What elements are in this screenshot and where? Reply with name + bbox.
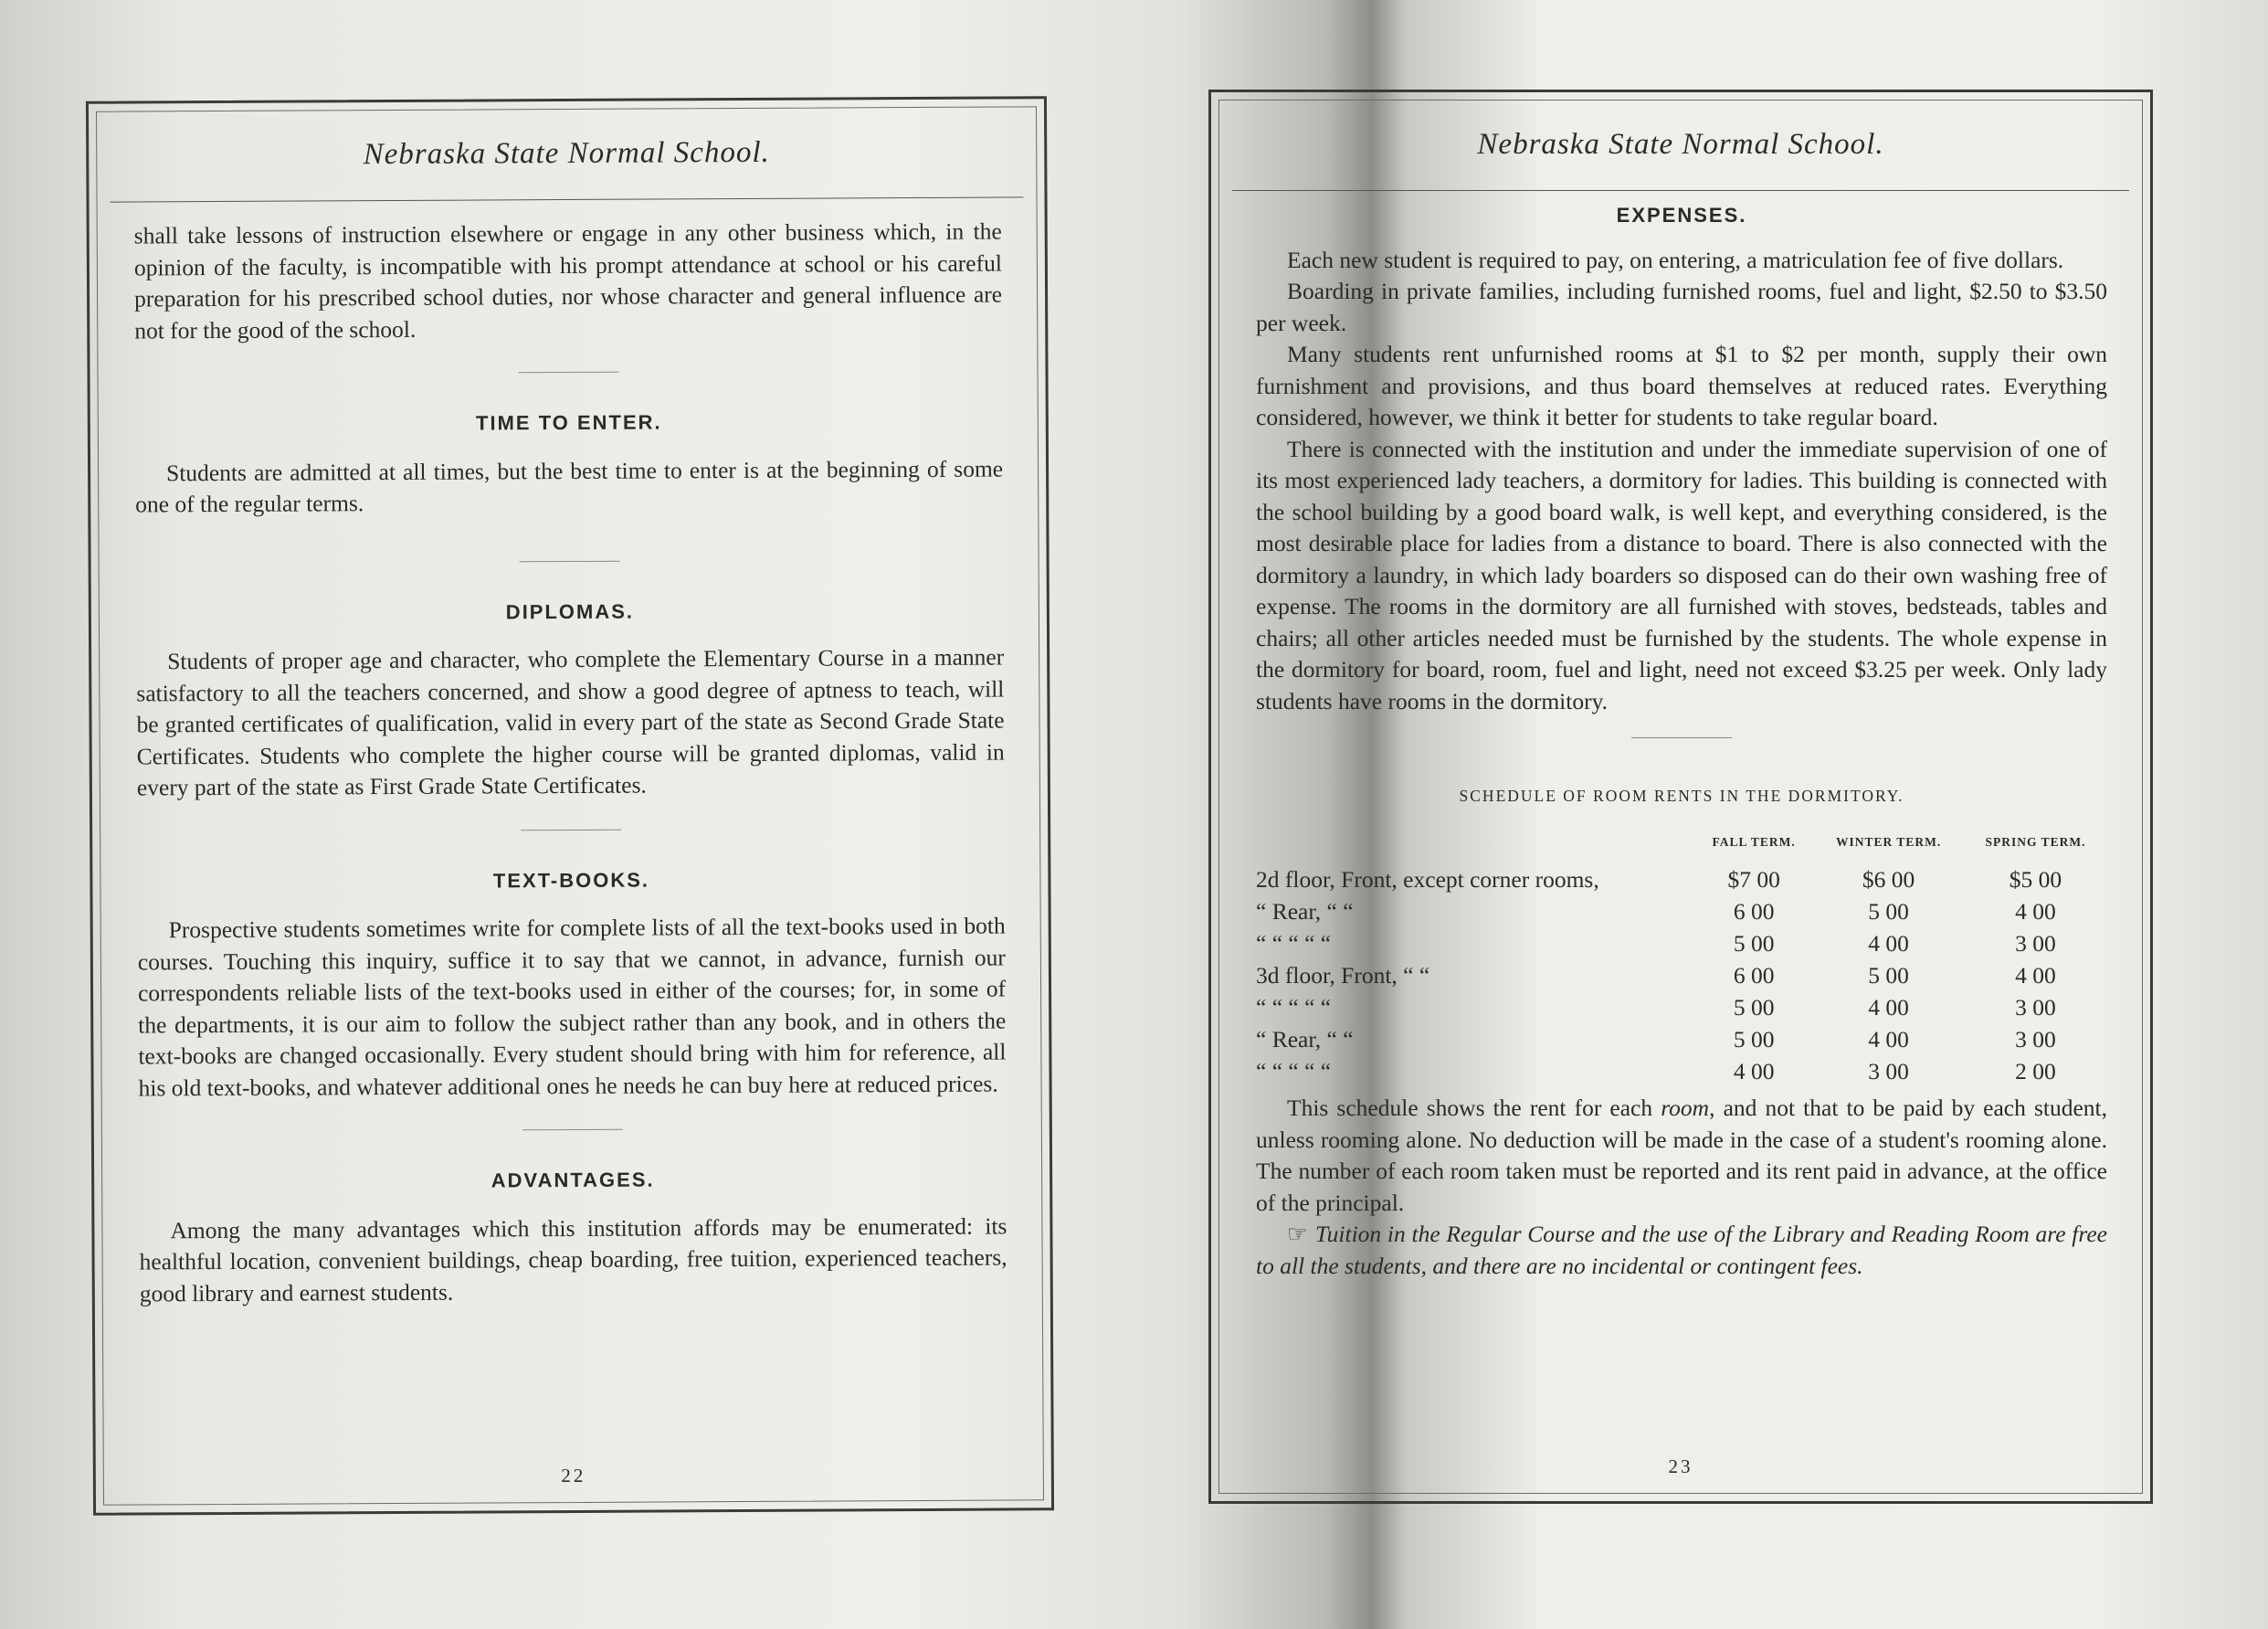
schedule-row-label: “ “ “ “ “ <box>1256 994 1332 1021</box>
schedule-cell-spring: 3 00 <box>2015 930 2056 957</box>
schedule-row-label: “ Rear, “ “ <box>1256 898 1354 925</box>
schedule-cell-fall: $7 00 <box>1727 866 1780 893</box>
right-page-number: 23 <box>1668 1455 1693 1477</box>
schedule-explanation-post: , and not that to be paid by each student, unless rooming alone. No deduction will be made in the case of a student's rooming alone. The number of each room taken must be reported and its rent paid in advance, at the office of the principal. <box>1256 1095 2108 1216</box>
expenses-paragraph: Boarding in private families, including furnished rooms, fuel and light, $2.50 to $3.50 per week. <box>1256 278 2107 336</box>
schedule-cell-spring: 4 00 <box>2015 898 2056 925</box>
expenses-paragraph: Many students rent unfurnished rooms at $1 to $2 per month, supply their own furnishment and provisions, and thus board themselves at reduced rates. Everything considered, however, we think it better for students to take regular board. <box>1256 341 2107 430</box>
schedule-cell-winter: 5 00 <box>1868 898 1909 925</box>
expenses-paragraph: Each new student is required to pay, on entering, a matriculation fee of five dollars. <box>1287 246 2064 273</box>
schedule-cell-winter: 4 00 <box>1868 1026 1909 1053</box>
schedule-header-blank <box>1256 827 1694 864</box>
schedule-row-label: “ “ “ “ “ <box>1256 930 1332 957</box>
left-page-number: 22 <box>561 1464 586 1487</box>
schedule-row <box>1256 927 2107 959</box>
section-title-text-books: TEXT-BOOKS. <box>492 868 650 892</box>
section-divider <box>522 1129 623 1131</box>
section-text-text-books: Prospective students sometimes write for complete lists of all the text-books used in both courses. Touching this inquiry, suffice it to say that we cannot, in advance, furnish our correspondents reliable lists of the text-books used in either of the courses; for, in some of the departments, it is our aim to follow the subject rather than any book, and in others the text-books are changed occasionally. Every student should bring with him for reference, all his old text-books, and whatever additional ones he needs he can buy here at reduced prices. <box>137 912 1007 1101</box>
schedule-cell-winter: 5 00 <box>1868 962 1909 989</box>
tuition-note-text: Tuition in the Regular Course and the use of the Library and Reading Room are free to all the students, and there are no incidental or contingent fees. <box>1256 1221 2107 1279</box>
schedule-row <box>1256 959 2107 991</box>
schedule-cell-spring: 4 00 <box>2015 962 2056 989</box>
schedule-row-label: “ Rear, “ “ <box>1256 1026 1354 1053</box>
section-divider <box>521 829 621 830</box>
schedule-row <box>1256 1023 2107 1055</box>
schedule-explanation-pre: This schedule shows the rent for each <box>1287 1095 1653 1121</box>
schedule-column-header: FALL TERM. <box>1712 834 1796 849</box>
left-page <box>86 96 1054 1515</box>
schedule-cell-fall: 5 00 <box>1733 994 1775 1021</box>
right-page-frame <box>1218 100 2143 1494</box>
schedule-cell-spring: 2 00 <box>2015 1058 2056 1084</box>
schedule-cell-winter: 4 00 <box>1868 994 1909 1021</box>
section-divider <box>1631 737 1732 738</box>
schedule-cell-spring: 3 00 <box>2015 994 2056 1021</box>
section-title-expenses: EXPENSES. <box>1616 204 1747 227</box>
section-title-time-to-enter: TIME TO ENTER. <box>475 410 662 435</box>
schedule-explanation-paragraph <box>1256 1093 2107 1219</box>
section-text-advantages: Among the many advantages which this institution affords may be enumerated: its healthful location, convenient buildings, cheap boarding, free tuition, experienced teachers, good library and earnest students. <box>139 1212 1007 1306</box>
right-content <box>1219 191 2142 1282</box>
schedule-column-header: SPRING TERM. <box>1985 834 2086 849</box>
room-rent-schedule-table <box>1256 827 2107 1088</box>
schedule-column-header: WINTER TERM. <box>1835 834 1942 849</box>
schedule-row <box>1256 1055 2107 1087</box>
schedule-cell-fall: 4 00 <box>1733 1058 1775 1084</box>
section-title-advantages: ADVANTAGES. <box>491 1168 655 1192</box>
section-divider <box>519 372 619 374</box>
right-running-header: Nebraska State Normal School. <box>1477 128 1884 161</box>
expenses-paragraph: There is connected with the institution and under the immediate supervision of one of its most experienced lady teachers, a dormitory for ladies. This building is connected with the school building by a good board walk, is well kept, and everything considered, is the most desirable place for ladies from a distance to board. There is also connected with the dormitory a laundry, in which lady boarders so disposed can do their own washing free of expense. The rooms in the dormitory are all furnished with stoves, bedsteads, tables and chairs; all other articles needed must be furnished by the students. The whole expense in the dormitory for board, room, fuel and light, need not exceed $3.25 per week. Only lady students have rooms in the dormitory. <box>1256 435 2107 714</box>
schedule-cell-fall: 5 00 <box>1733 1026 1775 1053</box>
schedule-row-label: “ “ “ “ “ <box>1256 1058 1332 1084</box>
schedule-row <box>1256 863 2107 895</box>
schedule-row-label: 3d floor, Front, “ “ <box>1256 962 1430 989</box>
schedule-title: SCHEDULE OF ROOM RENTS IN THE DORMITORY. <box>1459 787 1904 805</box>
schedule-cell-winter: 3 00 <box>1868 1058 1909 1084</box>
section-text-time-to-enter: Students are admitted at all times, but the best time to enter is at the beginning of some one of the regular terms. <box>135 455 1004 518</box>
right-page <box>1208 90 2153 1504</box>
left-content <box>98 197 1042 1309</box>
pointing-hand-icon: ☞ <box>1287 1221 1308 1248</box>
schedule-explanation-room: room <box>1661 1095 1710 1121</box>
schedule-row <box>1256 895 2107 927</box>
tuition-note <box>1256 1219 2107 1282</box>
schedule-cell-fall: 6 00 <box>1733 898 1775 925</box>
schedule-cell-fall: 6 00 <box>1733 962 1775 989</box>
schedule-row-label: 2d floor, Front, except corner rooms, <box>1256 866 1599 893</box>
schedule-cell-fall: 5 00 <box>1733 930 1775 957</box>
schedule-row <box>1256 991 2107 1023</box>
schedule-cell-winter: 4 00 <box>1868 930 1909 957</box>
left-intro-paragraph: shall take lessons of instruction elsewhere or engage in any other business which, in the opinion of the faculty, is incompatible with his prompt attendance at school or his careful preparation for his prescribed school duties, nor whose character and general influence are not for the good of the school. <box>133 217 1003 344</box>
left-page-frame <box>96 106 1044 1505</box>
schedule-cell-winter: $6 00 <box>1862 866 1915 893</box>
schedule-header-row <box>1256 827 2107 864</box>
section-divider <box>520 560 620 562</box>
section-title-diplomas: DIPLOMAS. <box>505 599 635 623</box>
section-text-diplomas: Students of proper age and character, who complete the Elementary Course in a manner satisfactory to all the teachers concerned, and show a good degree of aptness to teach, will be granted certificates of qualification, valid in every part of the state as Second Grade State Certificates. Students who complete the higher course will be granted diplomas, valid in every part of the state as First Grade State Certificates. <box>136 643 1005 801</box>
schedule-cell-spring: $5 00 <box>2009 866 2062 893</box>
schedule-cell-spring: 3 00 <box>2015 1026 2056 1053</box>
left-running-header: Nebraska State Normal School. <box>363 135 770 172</box>
